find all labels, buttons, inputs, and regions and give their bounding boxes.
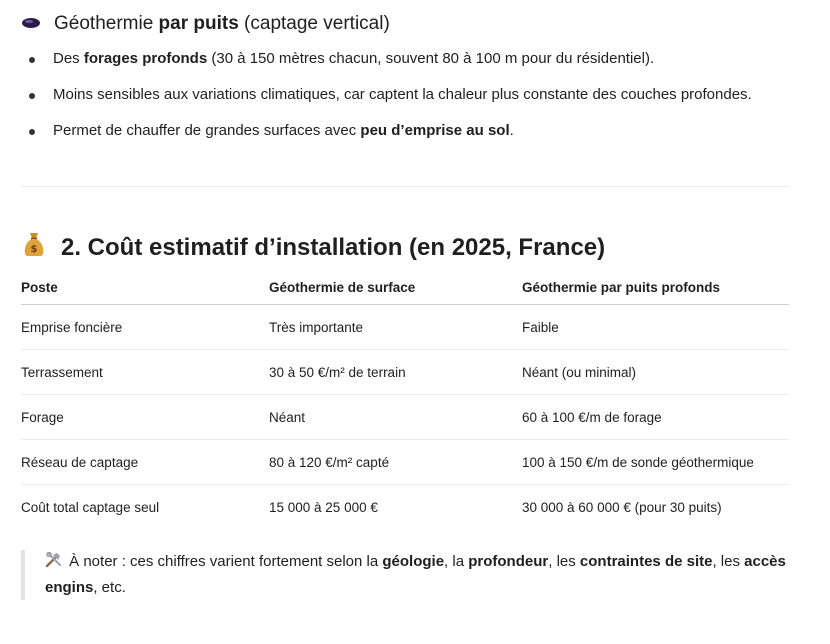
table-cell: Très importante bbox=[269, 305, 522, 350]
table-cell: 30 000 à 60 000 € (pour 30 puits) bbox=[522, 499, 722, 515]
table-row bbox=[21, 440, 789, 485]
table-cell: 15 000 à 25 000 € bbox=[269, 499, 378, 515]
heading-suffix: (captage vertical) bbox=[238, 13, 390, 35]
list-item bbox=[21, 84, 801, 120]
divider bbox=[21, 186, 789, 187]
table-cell: Terrassement bbox=[21, 350, 269, 395]
heading-text: 2. Coût estimatif d’installation (en 2025, France) bbox=[61, 234, 606, 261]
table-row bbox=[21, 350, 789, 395]
column-header: Géothermie par puits profonds bbox=[522, 271, 789, 305]
note-text: , les bbox=[712, 553, 745, 570]
table-row bbox=[21, 305, 789, 350]
list-item-text: Moins sensibles aux variations climatiques, car captent la chaleur plus constante des couches profondes. bbox=[53, 86, 752, 103]
table-row bbox=[21, 395, 789, 440]
table-header-row bbox=[21, 271, 789, 305]
note-bold: accès engins bbox=[45, 553, 786, 596]
table-cell: Emprise foncière bbox=[21, 305, 269, 350]
note-bold: géologie bbox=[382, 553, 445, 570]
table-cell: 100 à 150 €/m de sonde géothermique bbox=[522, 440, 789, 485]
table-cell: 80 à 120 €/m² capté bbox=[269, 440, 522, 485]
cost-table bbox=[21, 271, 789, 529]
table-cell: Néant bbox=[269, 395, 522, 440]
table-cell: Néant (ou minimal) bbox=[522, 350, 789, 395]
list-item-text: (30 à 150 mètres chacun, souvent 80 à 100 m pour du résidentiel). bbox=[207, 50, 655, 67]
note-text: , la bbox=[444, 553, 469, 570]
tools-icon bbox=[45, 552, 65, 576]
note-text: , les bbox=[548, 553, 580, 570]
svg-text:$: $ bbox=[30, 244, 38, 255]
list-item bbox=[21, 120, 801, 156]
table-cell: Coût total captage seul bbox=[21, 499, 160, 515]
column-header: Géothermie de surface bbox=[269, 271, 522, 305]
money-bag-icon bbox=[21, 230, 49, 267]
bullet-list bbox=[21, 48, 801, 156]
table-cell: Réseau de captage bbox=[21, 440, 269, 485]
note-bold: profondeur bbox=[468, 553, 549, 570]
note-text: À noter : ces chiffres varient fortement selon la bbox=[65, 553, 383, 570]
note-bold: contraintes de site bbox=[579, 553, 713, 570]
list-item-text: Permet de chauffer de grandes surfaces avec bbox=[53, 122, 361, 139]
section-heading-vertical bbox=[21, 11, 390, 37]
heading-text: Géothermie bbox=[54, 13, 159, 35]
section-heading-cost bbox=[21, 230, 605, 267]
table-cell: Forage bbox=[21, 395, 269, 440]
list-item bbox=[21, 48, 801, 84]
table-row bbox=[21, 485, 789, 530]
list-item-text: Des bbox=[53, 50, 84, 67]
list-item-bold: peu d’emprise au sol bbox=[360, 122, 510, 139]
table-cell: Faible bbox=[522, 305, 789, 350]
list-item-bold: forages profonds bbox=[83, 50, 208, 67]
note-text: , etc. bbox=[93, 579, 126, 596]
table-cell: 60 à 100 €/m de forage bbox=[522, 395, 789, 440]
dark-oval-icon bbox=[21, 11, 43, 37]
heading-bold-text: par puits bbox=[158, 13, 239, 35]
column-header: Poste bbox=[21, 271, 269, 305]
note-blockquote bbox=[21, 550, 789, 600]
list-item-text: . bbox=[509, 122, 514, 139]
table-cell: 30 à 50 €/m² de terrain bbox=[269, 350, 522, 395]
